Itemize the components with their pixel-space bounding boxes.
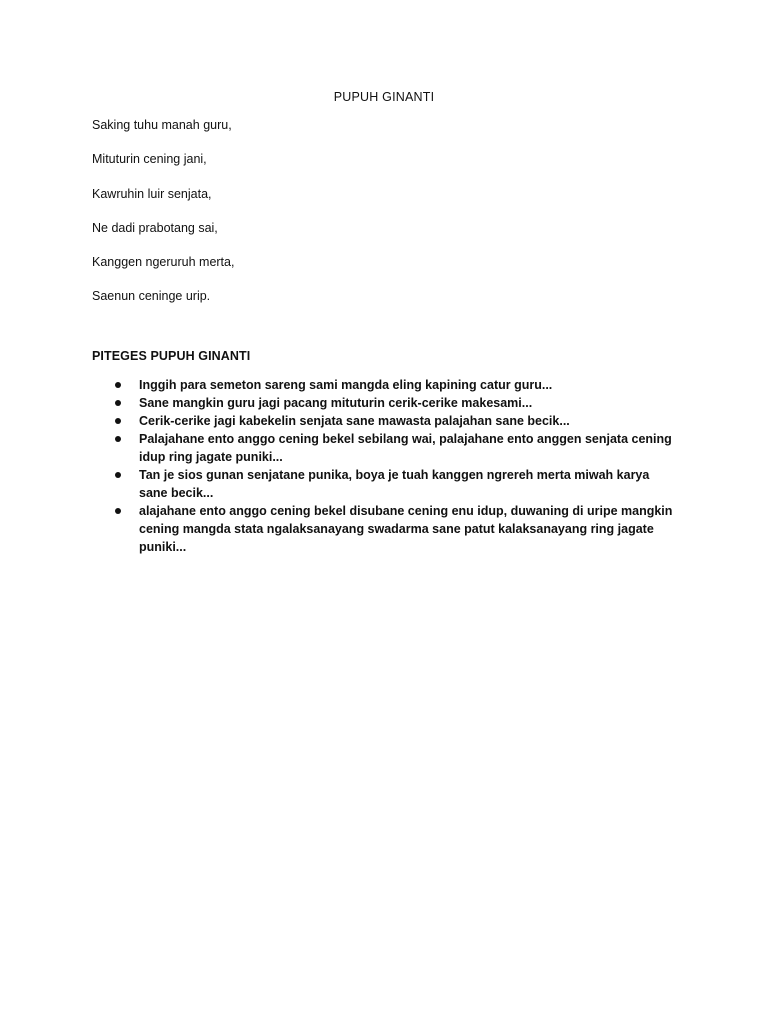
verse-line: Kanggen ngeruruh merta, <box>92 255 235 270</box>
list-item-text: Sane mangkin guru jagi pacang mituturin cerik-cerike makesami... <box>139 396 533 410</box>
list-item-text: Cerik-cerike jagi kabekelin senjata sane mawasta palajahan sane becik... <box>139 414 570 428</box>
verse-line: Ne dadi prabotang sai, <box>92 220 218 235</box>
list-item <box>139 412 679 430</box>
verse-line: Kawruhin luir senjata, <box>92 186 212 201</box>
list-item-text: Tan je sios gunan senjatane punika, boya je tuah kanggen ngrereh merta miwah karya sane becik... <box>139 468 650 500</box>
verse-line: Saking tuhu manah guru, <box>92 118 232 132</box>
list-item-text: Palajahane ento anggo cening bekel sebilang wai, palajahane ento anggen senjata cening idup ring jagate puniki... <box>139 432 672 464</box>
verse-list <box>92 116 234 322</box>
verse-line: Mituturin cening jani, <box>92 152 207 167</box>
bullet-icon <box>115 418 121 424</box>
bullet-icon <box>115 436 121 442</box>
list-item <box>139 430 679 466</box>
verse-line: Saenun ceninge urip. <box>92 289 211 304</box>
bullet-icon <box>115 400 121 406</box>
section-heading: PITEGES PUPUH GINANTI <box>92 349 251 363</box>
bullet-icon <box>115 472 121 478</box>
list-item <box>139 376 679 394</box>
list-item-text: alajahane ento anggo cening bekel disubane cening enu idup, duwaning di uripe mangkin cening mangda stata ngalaksanayang swadarma sane patut kalaksanayang ring jagate puniki... <box>139 504 673 554</box>
bullet-icon <box>115 508 121 514</box>
list-item <box>139 466 679 502</box>
document-title: PUPUH GINANTI <box>333 90 435 104</box>
list-item-text: Inggih para semeton sareng sami mangda eling kapining catur guru... <box>139 378 553 392</box>
list-item <box>139 502 679 556</box>
bullet-icon <box>115 382 121 388</box>
explanation-list <box>139 376 679 556</box>
list-item <box>139 394 679 412</box>
